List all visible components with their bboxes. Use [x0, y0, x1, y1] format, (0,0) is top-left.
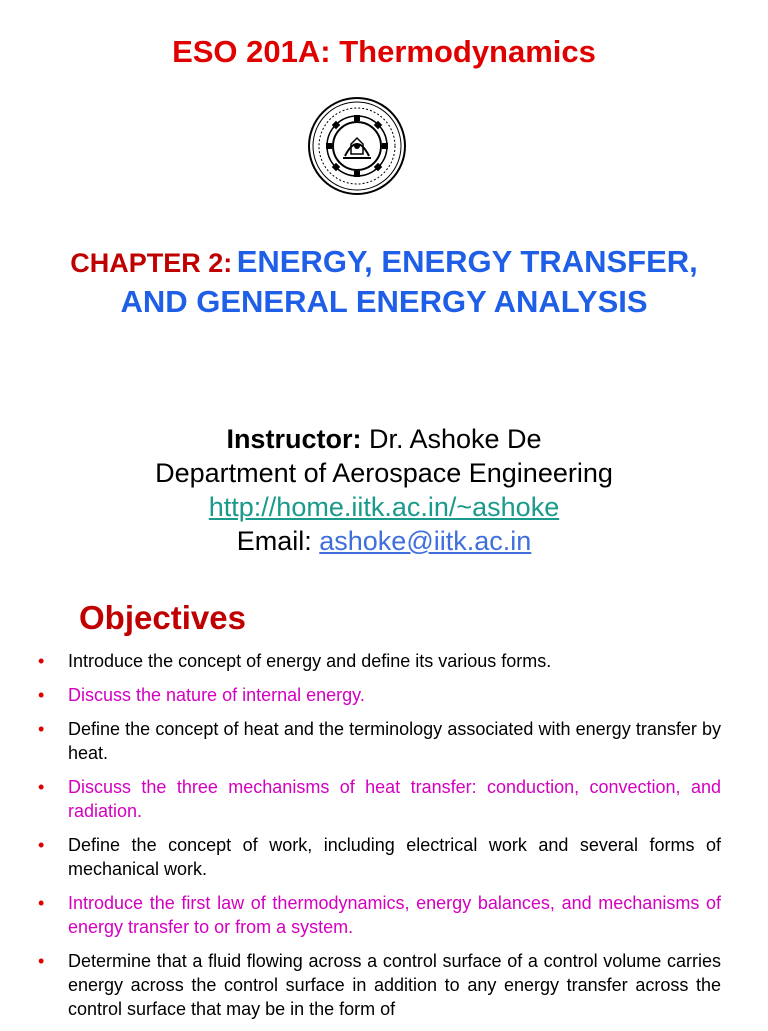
instructor-name: Dr. Ashoke De — [368, 424, 542, 454]
objective-item: • Define the concept of work, including electrical work and several forms of mechanical work. — [38, 835, 721, 879]
bullet-icon: • — [38, 951, 45, 971]
bullet-icon: • — [38, 777, 45, 797]
objectives-list — [38, 649, 721, 1031]
course-title: ESO 201A: Thermodynamics — [172, 34, 596, 69]
chapter-title-line2: AND GENERAL ENERGY ANALYSIS — [120, 284, 648, 319]
chapter-title-line1: ENERGY, ENERGY TRANSFER, — [236, 244, 698, 279]
objectives-heading: Objectives — [79, 599, 246, 636]
instructor-block — [0, 422, 768, 558]
objective-item: • Discuss the three mechanisms of heat transfer: conduction, convection, and radiation. — [38, 777, 721, 821]
bullet-icon: • — [38, 651, 45, 671]
bullet-icon: • — [38, 685, 45, 705]
chapter-label: CHAPTER 2: — [70, 248, 233, 278]
bullet-icon: • — [38, 893, 45, 913]
instructor-label: Instructor: — [226, 424, 362, 454]
objective-item: • Introduce the concept of energy and define its various forms. — [38, 651, 552, 671]
objective-item: • Determine that a fluid flowing across a control surface of a control volume carries energy across the control surface in addition to any energy transfer across the control surface that may be in the form of — [38, 951, 721, 1019]
bullet-icon: • — [38, 719, 45, 739]
objective-item: • Discuss the nature of internal energy. — [38, 685, 365, 705]
website-link[interactable]: http://home.iitk.ac.in/~ashoke — [208, 492, 560, 522]
objective-item: • Introduce the first law of thermodynamics, energy balances, and mechanisms of energy transfer to or from a system. — [38, 893, 721, 937]
chapter-heading — [0, 242, 768, 322]
objective-item: • Define the concept of heat and the terminology associated with energy transfer by heat. — [38, 719, 721, 763]
email-link[interactable]: ashoke@iitk.ac.in — [319, 526, 532, 556]
email-label: Email: — [236, 526, 312, 556]
bullet-icon: • — [38, 835, 45, 855]
department: Department of Aerospace Engineering — [155, 458, 613, 488]
iitk-seal-icon — [307, 96, 407, 196]
